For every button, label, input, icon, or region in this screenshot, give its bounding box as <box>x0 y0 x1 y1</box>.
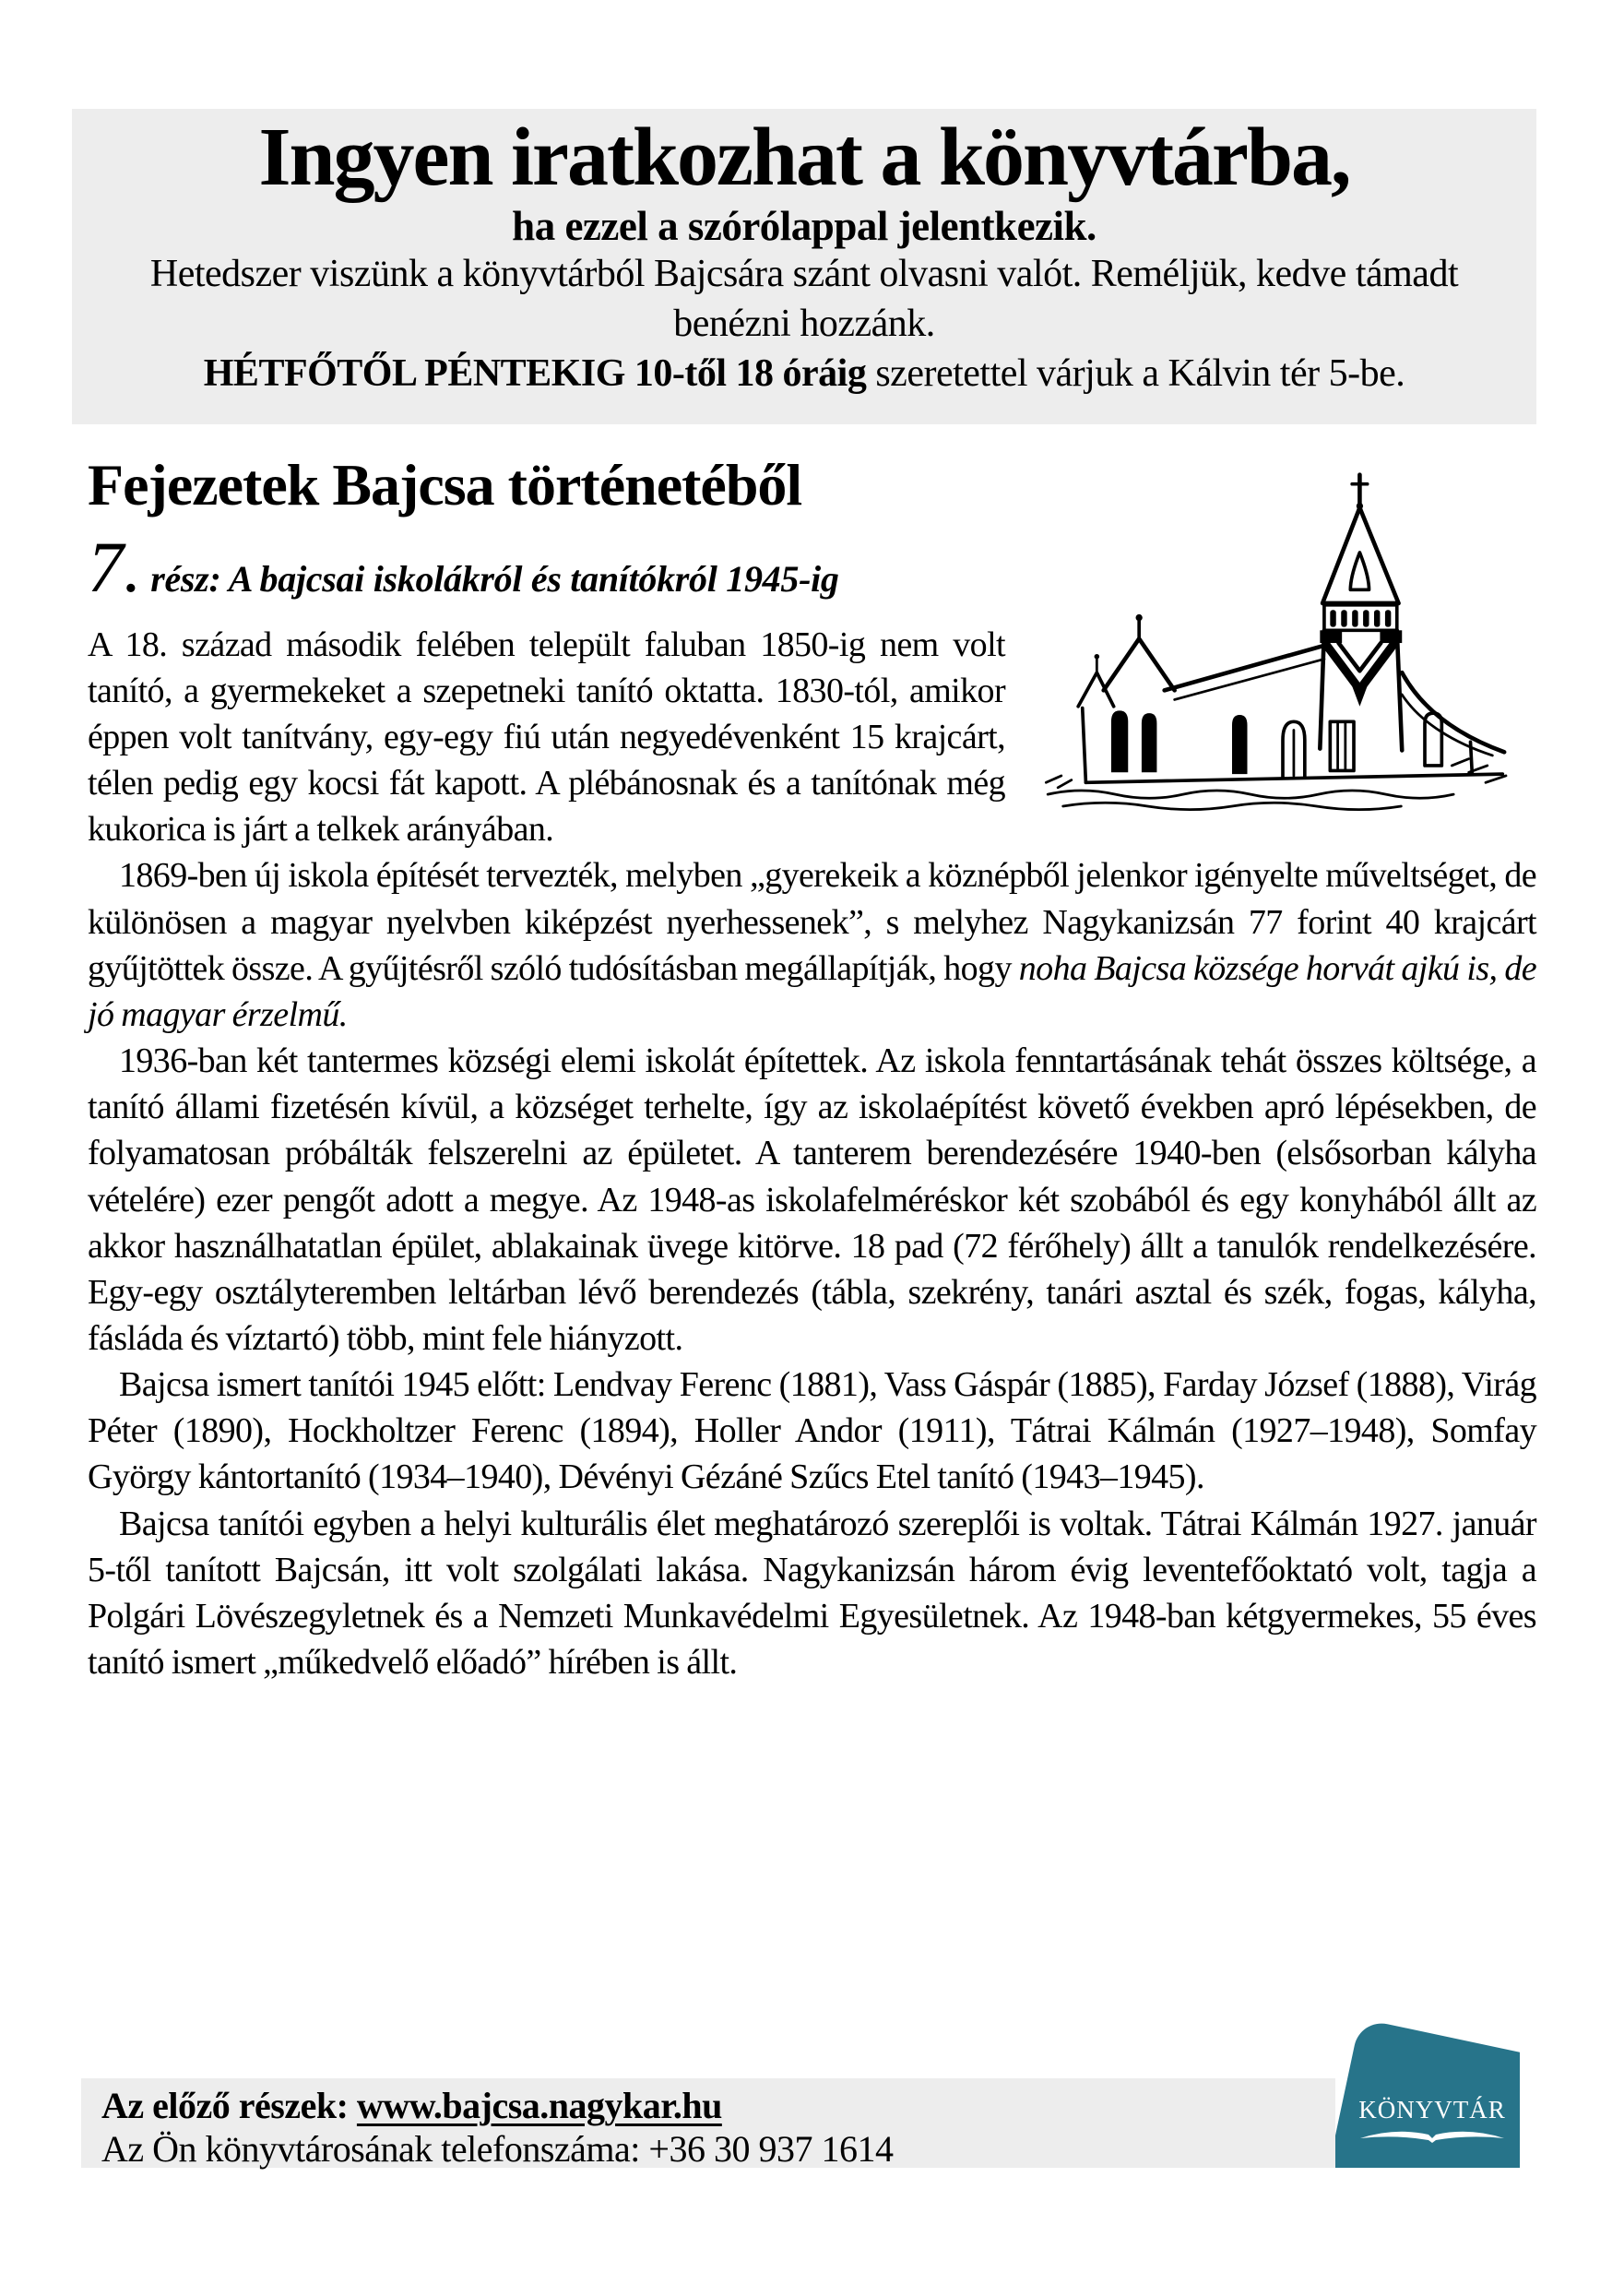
logo-wordmark: KÖNYVTÁR <box>1358 2096 1506 2124</box>
header-info-line: Hetedszer viszünk a könyvtárból Bajcsára szánt olvasni valót. Reméljük, kedve támadt benézni hozzánk. <box>149 253 1459 346</box>
previous-parts-label: Az előző részek: <box>101 2085 357 2126</box>
article-paragraph <box>88 1362 1536 1500</box>
quote-italic-text: noha Bajcsa községe horvát ajkú is, de jó magyar érzelmű. <box>88 948 1536 1034</box>
header-hours-line <box>90 350 1518 399</box>
article <box>88 452 1536 1685</box>
librarian-phone-line: Az Ön könyvtárosának telefonszáma: +36 30 937 1614 <box>101 2128 894 2171</box>
address-text: szeretettel várjuk a Kálvin tér 5-be. <box>866 351 1405 395</box>
part-number: 7. <box>88 526 142 607</box>
open-book-icon <box>1358 2124 1506 2144</box>
article-heading: Fejezetek Bajcsa történetéből <box>88 452 802 517</box>
paragraph-text: 1869-ben új iskola építését tervezték, melyben „gyerekeik a köznépből jelenkor igényelte műveltséget, de különösen a magyar nyelvben kiképzést nyerhessenek”, s melyhez Nagykanizsán 77 forint 40 krajcárt gyűjtöttek össze. A gyűjtésről szóló tudósításban megállapítják, hogy <box>88 856 1536 988</box>
paragraph-text: A 18. század második felében települt faluban 1850-ig nem volt tanító, a gyermekeket a szepetneki tanító oktatta. 1830-tól, amikor éppen volt tanítvány, egy-egy fiú után negyedévenként 15 krajcárt, télen pedig egy kocsi fát kapott. A plébánosnak és a tanítónak még kukorica is járt a telkek arányában. <box>88 625 1005 850</box>
logo-teal-shape <box>1335 2018 1520 2168</box>
article-paragraph <box>88 852 1536 1038</box>
page-title: Ingyen iratkozhat a könyvtárba, <box>258 112 1350 203</box>
article-paragraph <box>88 1038 1536 1362</box>
footer-banner <box>81 2078 1346 2171</box>
previous-parts-link[interactable]: www.bajcsa.nagykar.hu <box>356 2085 722 2126</box>
article-paragraph <box>88 1501 1536 1686</box>
paragraph-text: Bajcsa ismert tanítói 1945 előtt: Lendvay Ferenc (1881), Vass Gáspár (1885), Farday József (1888), Virág Péter (1890), Hockholtzer Ferenc (1894), Holler Andor (1911), Tátrai Kálmán (1927–1948), Somfay György kántortanító (1934–1940), Dévényi Gézáné Szűcs Etel tanító (1943–1945). <box>88 1365 1536 1497</box>
church-illustration <box>1029 452 1536 835</box>
paragraph-text: 1936-ban két tantermes községi elemi iskolát építettek. Az iskola fenntartásának tehát összes költsége, a tanító állami fizetésén kívül, a községet terhelte, így az iskolaépítést követő években apró lépésekben, de folyamatosan próbálták felszerelni az épületet. A tanterem berendezésére 1940-ben (elsősorban kályha vételére) ezer pengőt adott a megye. Az 1948-as iskolafelméréskor két szobából és egy konyhából állt az akkor használhatatlan épület, ablakainak üvege kitörve. 18 pad (72 férőhely) állt a tanulók rendelkezésére. Egy-egy osztályteremben leltárban lévő berendezés (tábla, szekrény, tanári asztal és szék, fogas, kályha, fásláda és víztartó) több, mint fele hiányzott. <box>88 1041 1536 1359</box>
previous-parts-line <box>101 2084 1346 2127</box>
part-title: rész: A bajcsai iskolákról és tanítókról 1945-ig <box>141 557 839 600</box>
library-logo <box>1335 1983 1520 2168</box>
header-banner <box>72 109 1536 424</box>
paragraph-text: Bajcsa tanítói egyben a helyi kulturális élet meghatározó szereplői is voltak. Tátrai Kálmán 1927. január 5-től tanított Bajcsán, itt volt szolgálati lakása. Nagykanizsán három évig leventefőoktató volt, tagja a Polgári Lövészegyletnek és a Nemzeti Munkavédelmi Egyesületnek. Az 1948-ban kétgyermekes, 55 éves tanító ismert „műkedvelő előadó” hírében is állt. <box>88 1504 1536 1683</box>
opening-hours: HÉTFŐTŐL PÉNTEKIG 10-től 18 óráig <box>203 351 867 395</box>
page-subtitle: ha ezzel a szórólappal jelentkezik. <box>512 202 1096 249</box>
